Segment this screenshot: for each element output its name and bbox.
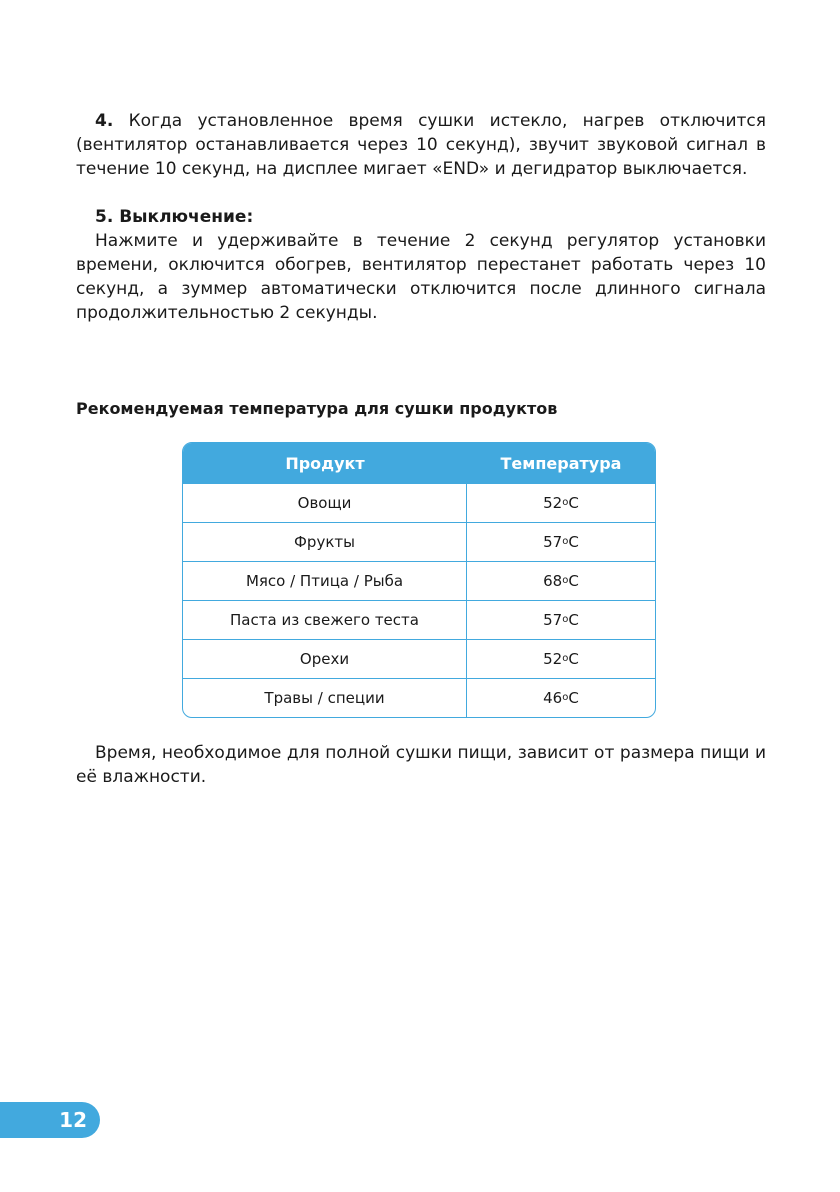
- temp-unit: C: [568, 689, 579, 707]
- degree-mark: o: [562, 496, 569, 508]
- header-temperature: Температура: [500, 453, 622, 473]
- table-header-row: [183, 443, 655, 483]
- cell-product: Орехи: [183, 640, 467, 678]
- cell-product: Фрукты: [183, 523, 467, 561]
- table-title: Рекомендуемая температура для сушки продуктов: [76, 399, 558, 418]
- step-5-paragraph: [76, 229, 766, 325]
- temp-value: 57: [543, 611, 563, 629]
- table-row: [183, 522, 655, 561]
- degree-mark: o: [562, 691, 569, 703]
- temp-value: 52: [543, 494, 563, 512]
- header-product: Продукт: [285, 453, 365, 473]
- cell-product: Паста из свежего теста: [183, 601, 467, 639]
- final-note-text: Время, необходимое для полной сушки пищи, зависит от размера пищи и её влажности.: [76, 743, 766, 787]
- cell-temperature: [467, 523, 655, 561]
- temp-unit: C: [568, 533, 579, 551]
- temp-unit: C: [568, 494, 579, 512]
- table-row: [183, 639, 655, 678]
- degree-mark: o: [562, 535, 569, 547]
- temp-value: 46: [543, 689, 563, 707]
- page-number-badge: [0, 1102, 100, 1138]
- table-row: [183, 678, 655, 717]
- table-row: [183, 561, 655, 600]
- temp-value: 57: [543, 533, 563, 551]
- temp-value: 68: [543, 572, 563, 590]
- temp-unit: C: [568, 572, 579, 590]
- step-5-heading: 5. Выключение:: [95, 207, 254, 227]
- degree-mark: o: [562, 652, 569, 664]
- step-4-paragraph: [76, 109, 766, 181]
- temp-unit: C: [568, 650, 579, 668]
- cell-temperature: [467, 601, 655, 639]
- cell-temperature: [467, 679, 655, 717]
- degree-mark: o: [562, 613, 569, 625]
- temp-unit: C: [568, 611, 579, 629]
- table-row: [183, 600, 655, 639]
- page-number: 12: [59, 1108, 87, 1132]
- cell-product: Овощи: [183, 484, 467, 522]
- step-4-text: Когда установленное время сушки истекло, нагрев отключится (вентилятор останавливается через 10 секунд), звучит звуковой сигнал в течение 10 секунд, на дисплее мигает «END» и дегидратор выключается.: [76, 111, 766, 179]
- final-note-paragraph: [76, 741, 766, 789]
- temp-value: 52: [543, 650, 563, 668]
- step-5-heading-line: [76, 205, 766, 229]
- step-4-number: 4.: [95, 111, 114, 131]
- cell-temperature: [467, 640, 655, 678]
- step-5-text: Нажмите и удерживайте в течение 2 секунд регулятор установки времени, оключится обогрев, вентилятор перестанет работать через 10 секунд, а зуммер автоматически отключится после длинного сигнала продолжительностью 2 секунды.: [76, 231, 766, 323]
- cell-product: Мясо / Птица / Рыба: [183, 562, 467, 600]
- cell-temperature: [467, 484, 655, 522]
- table-row: [183, 483, 655, 522]
- degree-mark: o: [562, 574, 569, 586]
- temperature-table: [182, 442, 656, 718]
- cell-product: Травы / специи: [183, 679, 467, 717]
- cell-temperature: [467, 562, 655, 600]
